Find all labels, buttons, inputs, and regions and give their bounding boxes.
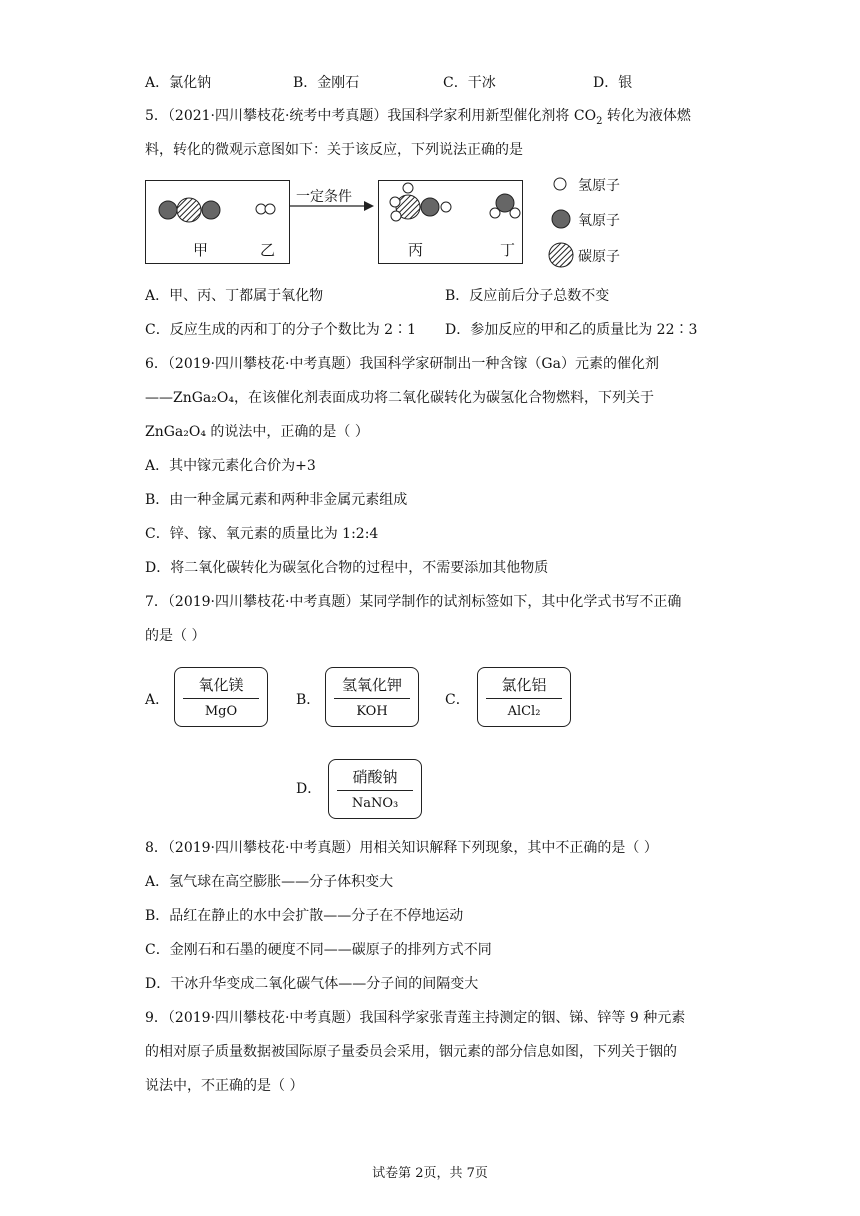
q6-option-a: A．其中镓元素化合价为+3 (145, 458, 316, 474)
co2-molecule (159, 198, 220, 222)
reagent-label-d-divider (337, 790, 413, 791)
q8-stem-line1: 8．（2019·四川攀枝花·中考真题）用相关知识解释下列现象，其中不正确的是（ ） (145, 840, 658, 856)
q6-stem-line1: 6．（2019·四川攀枝花·中考真题）我国科学家研制出一种含镓（Ga）元素的催化剂 (145, 356, 659, 372)
q6-stem-line3: ZnGa₂O₄ 的说法中，正确的是（ ） (145, 424, 369, 440)
reagent-label-d-formula: NaNO₃ (351, 796, 399, 811)
reaction-arrow-head (364, 201, 374, 211)
reagent-label-b-divider (334, 698, 410, 699)
legend-oxygen-label: 氧原子 (578, 213, 620, 229)
reagent-label-a-divider (183, 698, 259, 699)
legend-hydrogen-label: 氢原子 (578, 178, 620, 194)
reagent-label-c-divider (486, 698, 562, 699)
reagent-label-a-name: 氧化镁 (198, 676, 244, 694)
legend-hydrogen-symbol (554, 178, 566, 190)
h2o-molecule (490, 194, 520, 218)
reagent-label-c-name: 氯化铝 (501, 676, 547, 694)
q8-option-a: A．氢气球在高空膨胀——分子体积变大 (145, 874, 394, 890)
q8-option-d: D．干冰升华变成二氧化碳气体——分子间的间隔变大 (145, 976, 479, 992)
q9-stem-line1: 9．（2019·四川攀枝花·中考真题）我国科学家张青莲主持测定的铟、锑、锌等 9 种元素 (145, 1010, 686, 1026)
reagent-label-c-formula: AlCl₂ (507, 704, 541, 719)
reagent-label-b (325, 667, 419, 727)
q7-card-a-letter: A． (145, 692, 170, 708)
q6-stem-line2: ——ZnGa₂O₄，在该催化剂表面成功将二氧化碳转化为碳氢化合物燃料，下列关于 (145, 390, 654, 406)
q5-option-c: C．反应生成的丙和丁的分子个数比为 2∶1 (145, 322, 416, 338)
label-ding: 丁 (500, 241, 516, 259)
q5-option-b: B．反应前后分子总数不变 (445, 288, 610, 304)
reagent-label-a-formula: MgO (204, 704, 238, 719)
reagent-label-c (477, 667, 571, 727)
q5-stem-text-b: 转化为液体燃 (602, 108, 691, 124)
q6-option-c: C．锌、镓、氧元素的质量比为 1:2:4 (145, 526, 379, 542)
q5-option-a: A．甲、丙、丁都属于氧化物 (145, 288, 324, 304)
q4-option-a: A．氯化钠 (145, 75, 212, 91)
label-yi: 乙 (260, 241, 276, 259)
legend-oxygen-symbol (552, 210, 570, 228)
q4-option-c: C．干冰 (443, 75, 496, 91)
arrow-condition-label: 一定条件 (296, 189, 352, 205)
page-footer: 试卷第 2页，共 7页 (372, 1166, 488, 1181)
q9-stem-line3: 说法中，不正确的是（ ） (145, 1078, 304, 1094)
q9-stem-line2: 的相对原子质量数据被国际原子量委员会采用，铟元素的部分信息如图，下列关于铟的 (145, 1044, 677, 1060)
q4-option-b: B．金刚石 (293, 75, 360, 91)
label-bing: 丙 (408, 241, 424, 259)
q7-stem-line2: 的是（ ） (145, 628, 206, 644)
reagent-label-a (174, 667, 268, 727)
reagent-label-b-name: 氢氧化钾 (341, 676, 402, 694)
legend-carbon-symbol (549, 243, 573, 267)
label-jia: 甲 (193, 241, 209, 259)
reagent-label-b-formula: KOH (356, 704, 388, 719)
q7-card-b-letter: B． (296, 692, 321, 708)
q7-stem-line1: 7．（2019·四川攀枝花·中考真题）某同学制作的试剂标签如下，其中化学式书写不正确 (145, 594, 682, 610)
q8-option-c: C．金刚石和石墨的硬度不同——碳原子的排列方式不同 (145, 942, 492, 958)
h2-molecule (256, 204, 275, 214)
reagent-label-d-name: 硝酸钠 (352, 768, 398, 786)
reagent-label-d (328, 759, 422, 819)
ch3oh-molecule (390, 183, 451, 221)
q5-option-d: D．参加反应的甲和乙的质量比为 22∶3 (445, 322, 698, 338)
q7-card-d-letter: D． (296, 781, 322, 797)
q5-stem-text-a: 5．（2021·四川攀枝花·统考中考真题）我国科学家利用新型催化剂将 CO (145, 108, 597, 124)
q5-stem-sub: 2 (596, 115, 603, 127)
q8-option-b: B．品红在静止的水中会扩散——分子在不停地运动 (145, 908, 464, 924)
q5-stem-line2: 料，转化的微观示意图如下：关于该反应，下列说法正确的是 (145, 142, 523, 158)
q7-card-c-letter: C． (445, 692, 470, 708)
q4-option-d: D．银 (593, 75, 633, 91)
legend-carbon-label: 碳原子 (578, 249, 620, 265)
molecule-drawing (0, 0, 860, 290)
q6-option-b: B．由一种金属元素和两种非金属元素组成 (145, 492, 408, 508)
q6-option-d: D．将二氧化碳转化为碳氢化合物的过程中，不需要添加其他物质 (145, 560, 549, 576)
